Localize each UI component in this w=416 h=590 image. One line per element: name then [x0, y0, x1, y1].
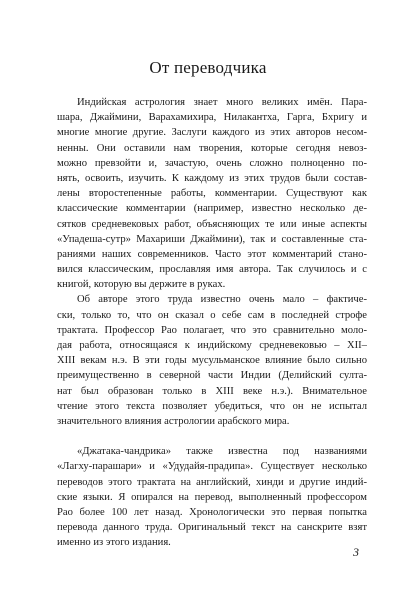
- text-line: «Лагху-парашари» и «Удудайя-прадипа». Существует несколько: [57, 461, 367, 473]
- text-line: именно из этого издания.: [57, 537, 171, 549]
- page-number: 3: [353, 545, 359, 559]
- text-line: ские языки. Я опирался на перевод, выполненный профессором: [57, 491, 367, 503]
- text-line: XIII векам н.э. В эти годы мусульманское влияние было сильно: [57, 355, 367, 367]
- text-line: ненны. Они оставили нам творения, которые сегодня невоз-: [57, 142, 367, 154]
- text-line: можно превзойти и, зачастую, очень сложно полноценно по-: [57, 157, 367, 169]
- text-line: нять, освоить, изучить. К каждому из этих трудов были состав-: [57, 172, 367, 184]
- text-line: раниями наших современников. Часто этот комментарий стано-: [57, 248, 367, 260]
- text-line: сятков средневековых работ, объясняющих те или иные аспекты: [57, 218, 367, 230]
- paragraph-3: [57, 444, 367, 550]
- text-line: книгой, которую вы держите в руках.: [57, 279, 226, 291]
- page-title: От переводчика: [149, 58, 267, 77]
- text-line: Рао более 100 лет назад. Хронологически это первая попытка: [57, 506, 367, 518]
- text-line: трактата. Профессор Рао полагает, что это сравнительно моло-: [57, 324, 367, 336]
- text-line: «Упадеша-сутр» Махариши Джаймини), так и составленные ста-: [57, 233, 367, 245]
- text-line: вился классическим, прославляя имя автора. Так случилось и с: [57, 264, 367, 276]
- text-line: классические комментарии (например, известно несколько де-: [57, 203, 367, 215]
- paragraph-1: [57, 95, 367, 292]
- text-line: преимущественно в северной части Индии (Делийский султа-: [57, 370, 367, 382]
- paragraph-2: [57, 292, 367, 429]
- text-line: лены второстепенные работы, комментарии. Существуют как: [57, 188, 367, 200]
- text-line: переводов этого трактата на английский, хинди и другие индий-: [57, 476, 367, 488]
- text-line: Индийская астрология знает много великих имён. Пара-: [77, 97, 367, 108]
- text-line: шара, Джаймини, Варахамихира, Нилакантха, Гарга, Бхригу и: [57, 112, 367, 124]
- text-line: дая работа, относящаяся к индийскому средневековью – XII–: [57, 340, 367, 351]
- text-line: многие многие другие. Заслуги каждого из этих авторов несом-: [57, 127, 367, 139]
- text-line: значительного влияния астрологии арабского мира.: [57, 415, 290, 427]
- text-line: ски, только то, что он сказал о себе сам в последней строфе: [57, 309, 367, 321]
- text-line: перевода данного труда. Оригинальный текст на санскрите взят: [57, 522, 367, 534]
- text-line: «Джатака-чандрика» также известна под названиями: [77, 446, 367, 458]
- text-line: нат был образован только в XIII веке н.э.). Внимательное: [57, 385, 367, 397]
- paragraph-spacer: [57, 429, 367, 444]
- text-line: Об авторе этого труда известно очень мало – фактиче-: [77, 294, 367, 306]
- text-line: чтение этого текста позволяет убедиться, что он не испытал: [57, 400, 367, 412]
- page-body: [57, 95, 367, 550]
